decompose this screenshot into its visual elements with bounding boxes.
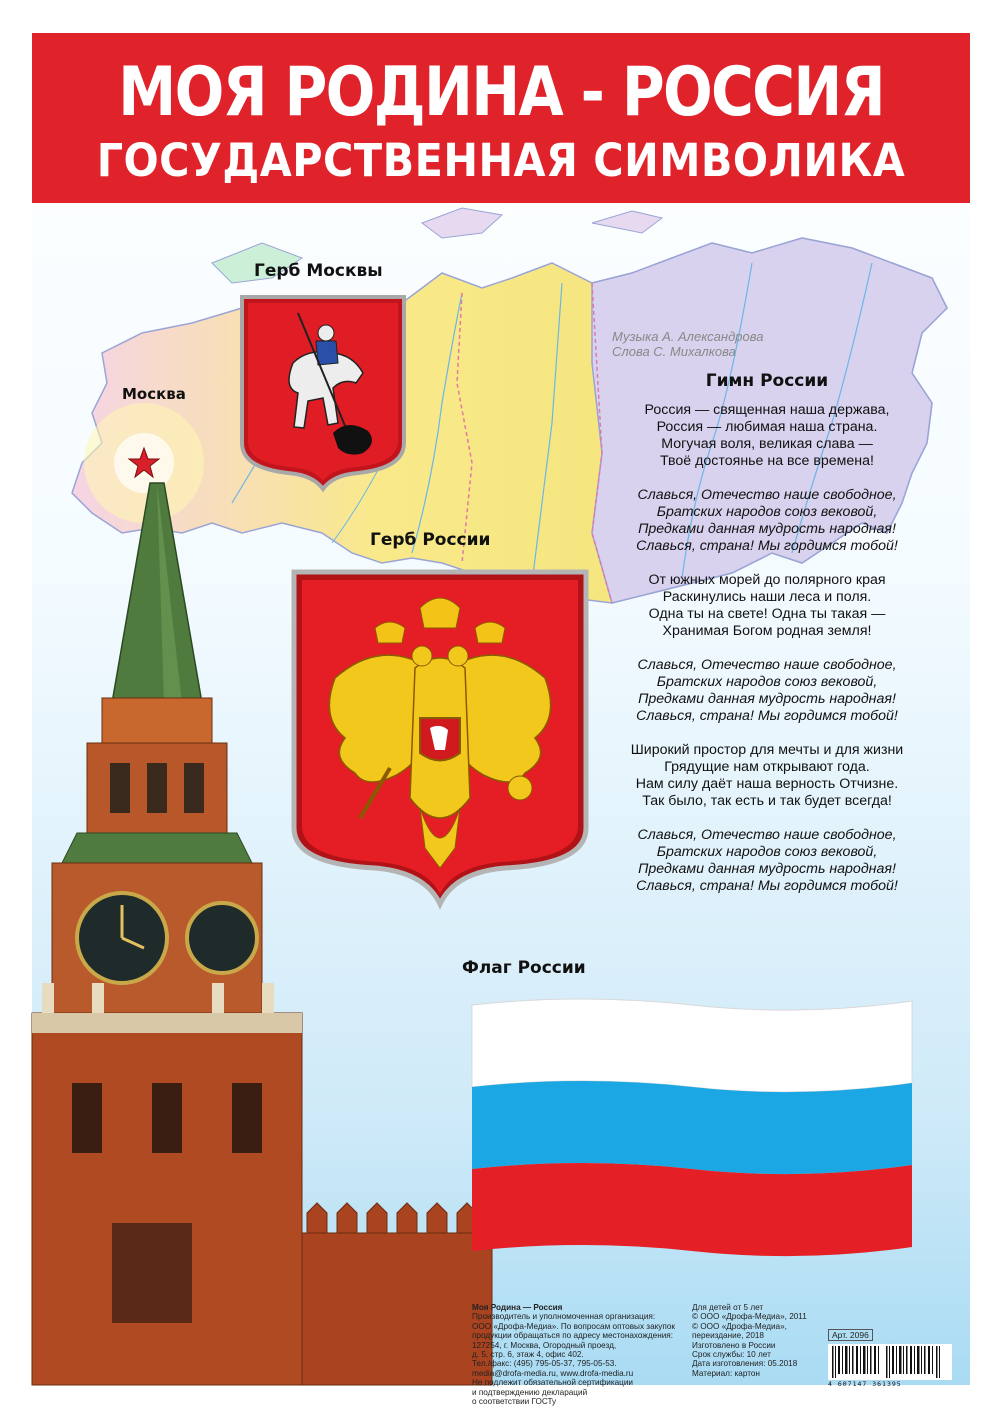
- moscow-label: Москва: [122, 385, 186, 403]
- barcode-block: [828, 1323, 954, 1388]
- anthem-line: Славься, страна! Мы гордимся тобой!: [636, 878, 898, 894]
- anthem-line: Славься, Отечество наше свободное,: [637, 827, 897, 843]
- anthem-line: Предками данная мудрость народная!: [638, 691, 896, 707]
- anthem-line: Так было, так есть и так будет всегда!: [642, 793, 892, 809]
- barcode-icon: [828, 1344, 952, 1380]
- anthem-stanza: [612, 572, 922, 640]
- imprint-line: переиздание, 2018: [692, 1331, 764, 1341]
- imprint-line: Срок службы: 10 лет: [692, 1350, 771, 1360]
- poster-title: МОЯ РОДИНА - РОССИЯ: [118, 53, 884, 132]
- anthem-line: Славься, Отечество наше свободное,: [637, 657, 897, 673]
- moscow-coat-title: Герб Москвы: [254, 261, 383, 281]
- header-banner: [32, 33, 970, 203]
- anthem-chorus: [612, 487, 922, 555]
- imprint-block: [472, 1303, 675, 1406]
- imprint-line: media@drofa-media.ru, www.drofa-media.ru: [472, 1368, 634, 1378]
- imprint-title: Моя Родина — Россия: [472, 1303, 563, 1312]
- article-number: Арт. 2096: [828, 1329, 873, 1341]
- anthem-line: Братских народов союз вековой,: [656, 674, 878, 690]
- imprint-line: Дата изготовления: 05.2018: [692, 1359, 798, 1369]
- imprint-line: © ООО «Дрофа-Медиа», 2011: [692, 1312, 807, 1322]
- imprint-line: Производитель и уполномоченная организация:: [472, 1312, 656, 1322]
- anthem-line: Хранимая Богом родная земля!: [662, 623, 872, 639]
- imprint-line: д. 5, стр. 6, этаж 4, офис 402.: [472, 1350, 584, 1360]
- anthem-line: Твоё достоянье на все времена!: [660, 453, 874, 469]
- anthem-line: Славься, страна! Мы гордимся тобой!: [636, 538, 898, 554]
- anthem-stanza: [612, 742, 922, 810]
- flag-title: Флаг России: [462, 958, 586, 978]
- anthem-line: Нам силу даёт наша верность Отчизне.: [635, 776, 899, 792]
- anthem-line: От южных морей до полярного края: [648, 572, 886, 588]
- poster: [32, 33, 970, 1407]
- russia-coat-title: Герб России: [370, 530, 491, 550]
- anthem-line: Могучая воля, великая слава —: [661, 436, 873, 452]
- imprint-line: и подтверждению деклараций: [472, 1387, 588, 1397]
- imprint-info: [692, 1303, 807, 1378]
- anthem-line: Россия — любимая наша страна.: [656, 419, 878, 435]
- barcode-digits: 4 607147 361395: [828, 1380, 902, 1388]
- anthem-line: Братских народов союз вековой,: [656, 504, 878, 520]
- anthem-block: [612, 329, 922, 912]
- anthem-title: Гимн России: [705, 371, 829, 391]
- anthem-line: Предками данная мудрость народная!: [638, 861, 896, 877]
- anthem-line: Славься, Отечество наше свободное,: [637, 487, 897, 503]
- imprint-line: Изготовлено в России: [692, 1340, 776, 1350]
- imprint-line: Для детей от 5 лет: [692, 1303, 764, 1312]
- anthem-line: Раскинулись наши леса и поля.: [662, 589, 872, 605]
- imprint-line: продукции обращаться по адресу местонахождения:: [472, 1331, 674, 1341]
- lyrics-credit: Слова С. Михалкова: [612, 344, 736, 359]
- spasskaya-tower-illustration: [32, 443, 492, 1385]
- russian-flag: [462, 993, 922, 1293]
- imprint-line: Материал: картон: [692, 1368, 760, 1378]
- anthem-line: Широкий простор для мечты и для жизни: [630, 742, 904, 758]
- imprint-line: Тел./факс: (495) 795-05-37, 795-05-53.: [472, 1359, 617, 1369]
- anthem-line: Славься, страна! Мы гордимся тобой!: [636, 708, 898, 724]
- imprint-line: Не подлежит обязательной сертификации: [472, 1378, 633, 1388]
- imprint-line: © ООО «Дрофа-Медиа»,: [692, 1321, 787, 1331]
- poster-subtitle: ГОСУДАРСТВЕННАЯ СИМВОЛИКА: [96, 134, 906, 187]
- anthem-chorus: [612, 827, 922, 895]
- anthem-line: Грядущие нам открывают года.: [664, 759, 870, 775]
- imprint-line: 127254, г. Москва, Огородный проезд,: [472, 1340, 617, 1350]
- anthem-chorus: [612, 657, 922, 725]
- imprint-line: о соответствии ГОСТу: [472, 1397, 557, 1407]
- anthem-line: Россия — священная наша держава,: [644, 402, 890, 418]
- anthem-line: Предками данная мудрость народная!: [638, 521, 896, 537]
- music-credit: Музыка А. Александрова: [612, 329, 764, 344]
- anthem-line: Братских народов союз вековой,: [656, 844, 878, 860]
- anthem-line: Одна ты на свете! Одна ты такая —: [648, 606, 886, 622]
- anthem-stanza: [612, 402, 922, 470]
- imprint-line: ООО «Дрофа-Медиа». По вопросам оптовых закупок: [472, 1321, 675, 1331]
